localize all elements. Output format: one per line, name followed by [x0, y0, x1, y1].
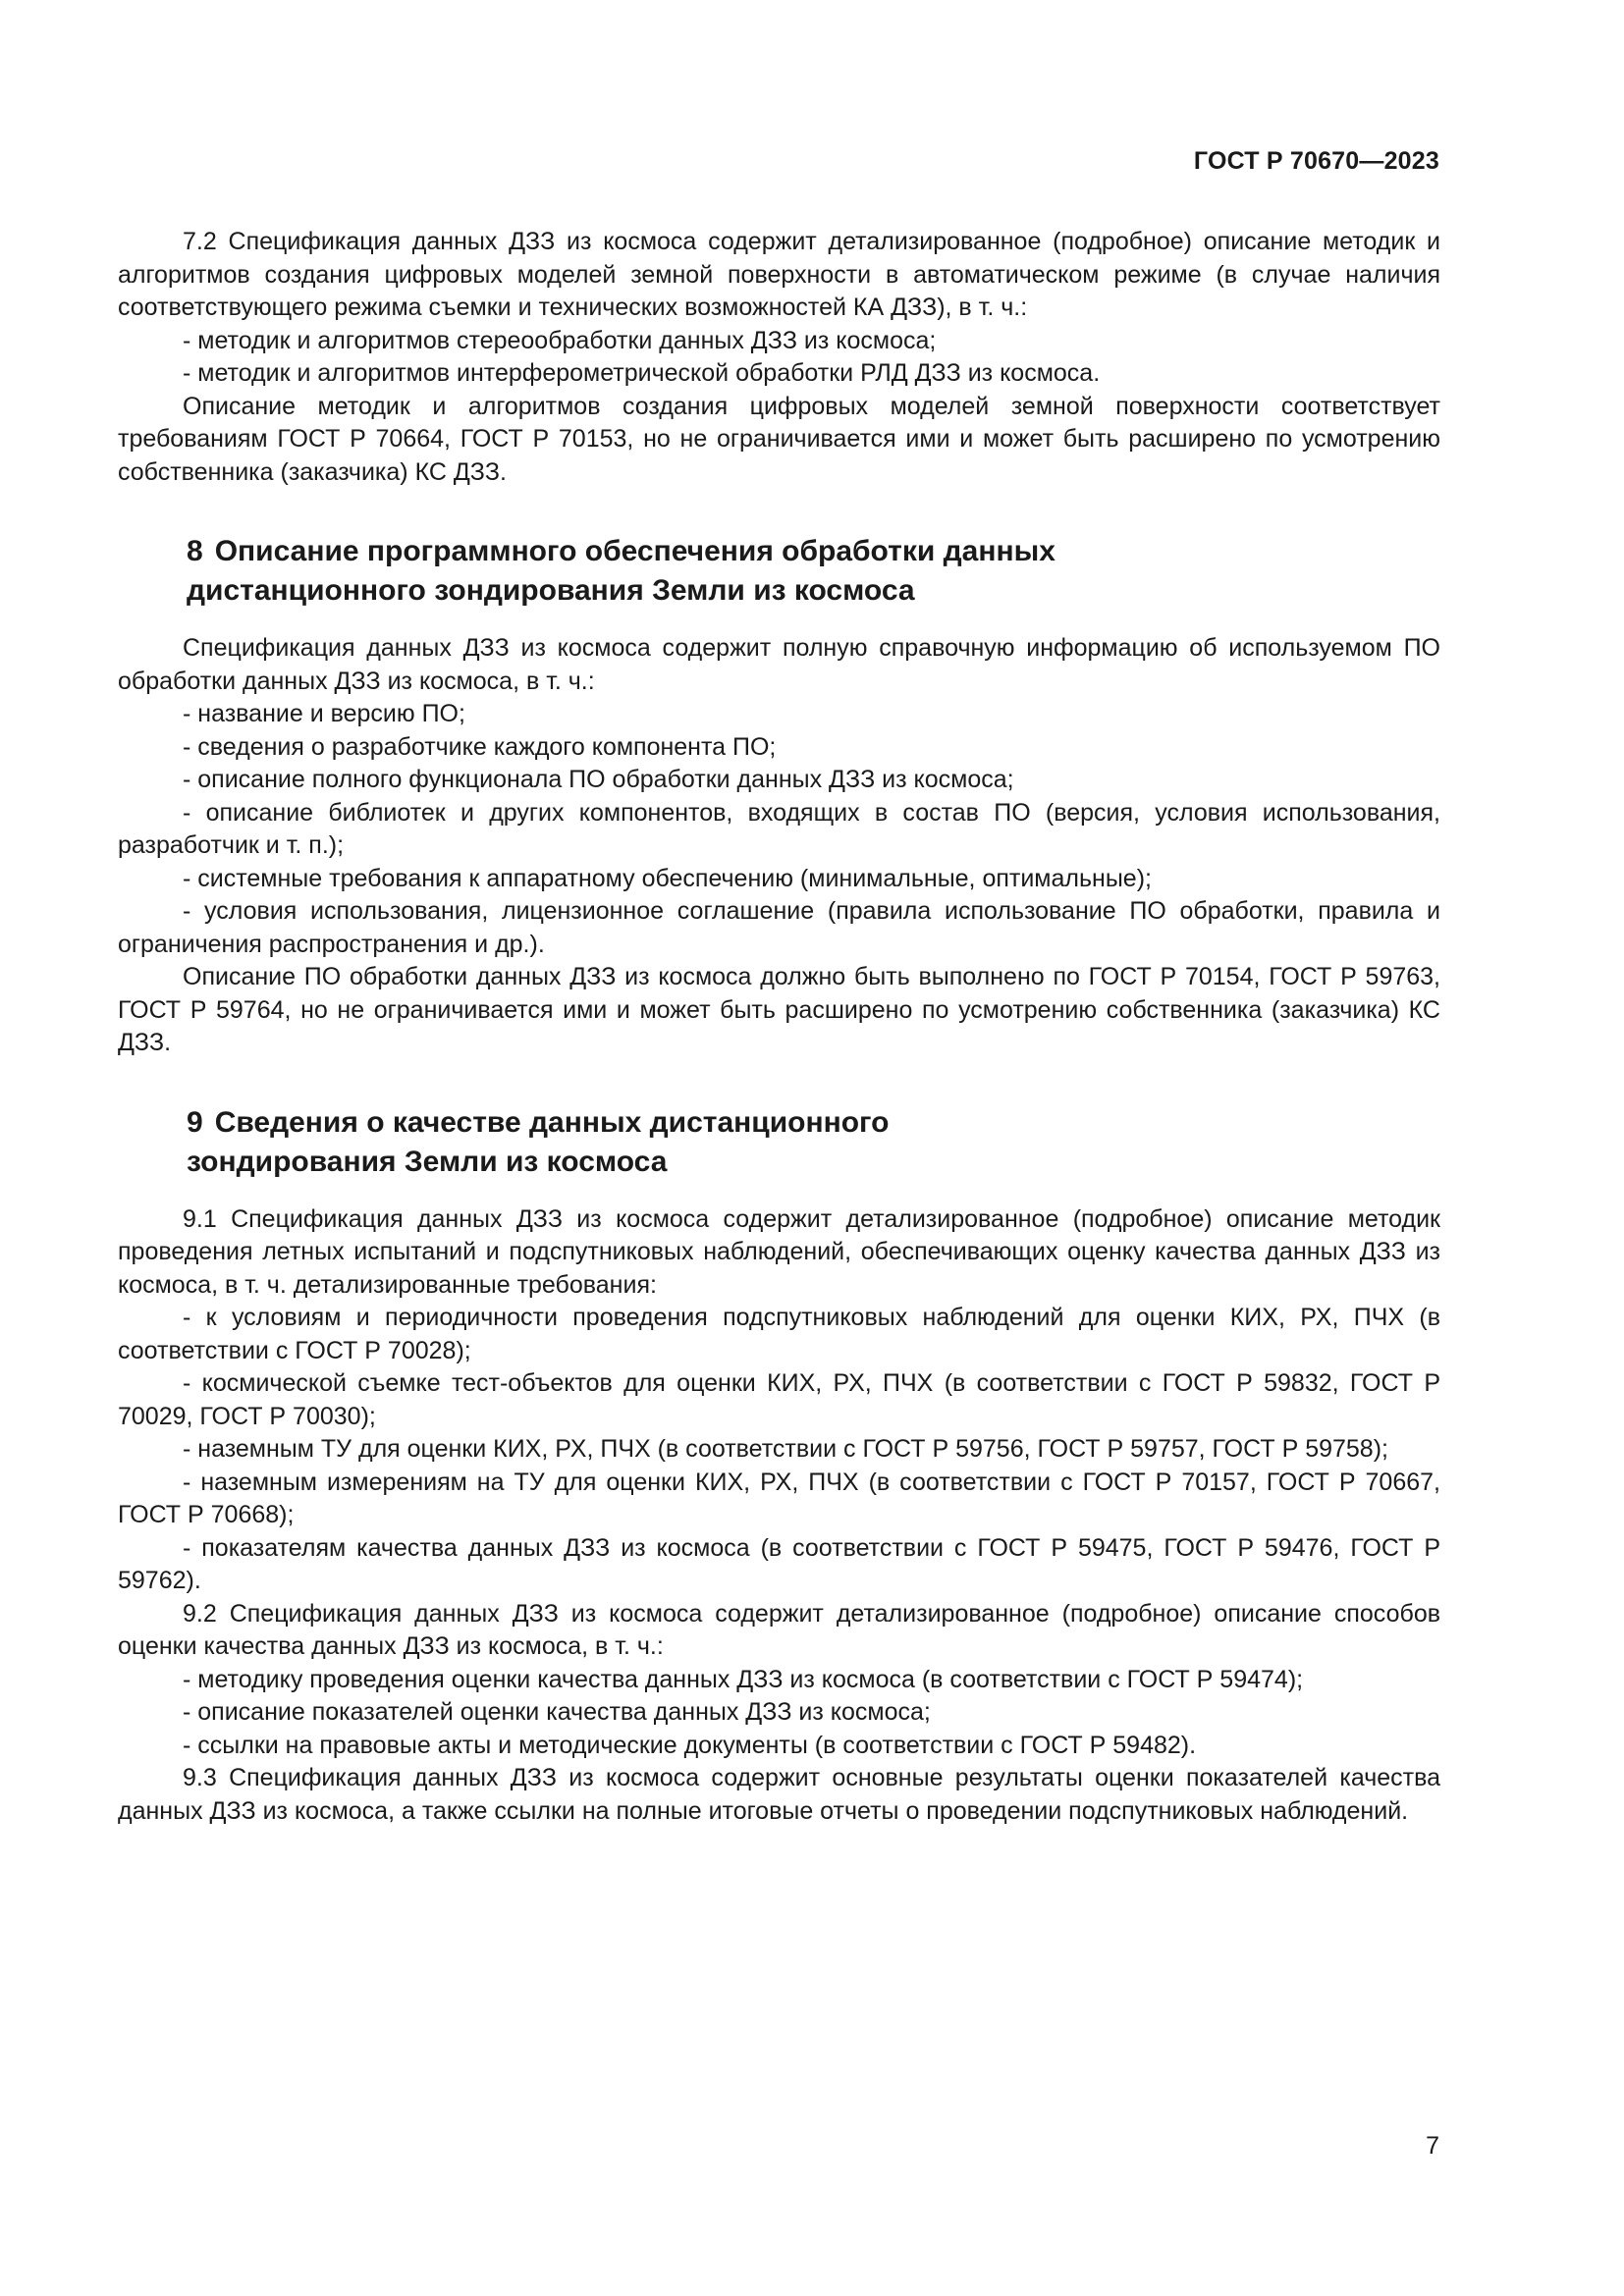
- page-content: [118, 226, 1440, 1828]
- paragraph: Спецификация данных ДЗЗ из космоса содержит полную справочную информацию об используемом ПО обработки данных ДЗЗ из космоса, в т. ч.:: [118, 634, 1440, 695]
- section-9-heading: [118, 1103, 1440, 1182]
- list-item: - наземным измерениям на ТУ для оценки КИХ, РХ, ПЧХ (в соответствии с ГОСТ Р 70157, ГОСТ Р 70667, ГОСТ Р 70668);: [118, 1468, 1440, 1528]
- paragraph-9-1: 9.1 Спецификация данных ДЗЗ из космоса содержит детализированное (подробное) описание методик проведения летных испытаний и подспутниковых наблюдений, обеспечивающих оценку качества данных ДЗЗ из космоса, в т. ч. детализированные требования:: [118, 1204, 1440, 1299]
- list-item: - методик и алгоритмов интерферометрической обработки РЛД ДЗЗ из космоса.: [183, 359, 1101, 387]
- list-item: - наземным ТУ для оценки КИХ, РХ, ПЧХ (в соответствии с ГОСТ Р 59756, ГОСТ Р 59757, ГОСТ Р 59758);: [183, 1435, 1388, 1463]
- list-item: - методик и алгоритмов стереообработки данных ДЗЗ из космоса;: [183, 326, 937, 354]
- list-item: - к условиям и периодичности проведения подспутниковых наблюдений для оценки КИХ, РХ, ПЧХ (в соответствии с ГОСТ Р 70028);: [118, 1304, 1440, 1364]
- list-item: - ссылки на правовые акты и методические документы (в соответствии с ГОСТ Р 59482).: [183, 1731, 1197, 1759]
- paragraph-7-2: 7.2 Спецификация данных ДЗЗ из космоса содержит детализированное (подробное) описание методик и алгоритмов создания цифровых моделей земной поверхности в автоматическом режиме (в случае наличия соответствующего режима съемки и технических возможностей КА ДЗЗ), в т. ч.:: [118, 228, 1440, 321]
- section-7-body: [118, 226, 1440, 489]
- list-item: - сведения о разработчике каждого компонента ПО;: [183, 732, 777, 761]
- section-8-title-line-1: Описание программного обеспечения обработки данных: [214, 535, 1056, 567]
- section-8-heading: [118, 532, 1440, 611]
- section-9-title-line-1: Сведения о качестве данных дистанционного: [214, 1105, 890, 1139]
- paragraph-9-2: 9.2 Спецификация данных ДЗЗ из космоса содержит детализированное (подробное) описание способов оценки качества данных ДЗЗ из космоса, в т. ч.:: [118, 1599, 1440, 1660]
- paragraph: Описание ПО обработки данных ДЗЗ из космоса должно быть выполнено по ГОСТ Р 70154, ГОСТ Р 59763, ГОСТ Р 59764, но не ограничивается ими и может быть расширено по усмотрению собственника (заказчика) КС ДЗЗ.: [118, 963, 1440, 1056]
- section-8-body: [118, 632, 1440, 1060]
- list-item: - методику проведения оценки качества данных ДЗЗ из космоса (в соответствии с ГОСТ Р 59474);: [183, 1665, 1304, 1693]
- list-item: - системные требования к аппаратному обеспечению (минимальные, оптимальные);: [183, 864, 1152, 892]
- list-item: - название и версию ПО;: [183, 700, 465, 727]
- section-9-title-line-2: зондирования Земли из космоса: [187, 1145, 668, 1178]
- list-item: - космической съемке тест-объектов для оценки КИХ, РХ, ПЧХ (в соответствии с ГОСТ Р 59832, ГОСТ Р 70029, ГОСТ Р 70030);: [118, 1369, 1440, 1430]
- list-item: - показателям качества данных ДЗЗ из космоса (в соответствии с ГОСТ Р 59475, ГОСТ Р 59476, ГОСТ Р 59762).: [118, 1533, 1440, 1594]
- section-9-body: [118, 1203, 1440, 1829]
- list-item: - описание библиотек и других компонентов, входящих в состав ПО (версия, условия использования, разработчик и т. п.);: [118, 798, 1440, 859]
- list-item: - описание полного функционала ПО обработки данных ДЗЗ из космоса;: [183, 766, 1014, 793]
- paragraph-9-3: 9.3 Спецификация данных ДЗЗ из космоса содержит основные результаты оценки показателей качества данных ДЗЗ из космоса, а также ссылки на полные итоговые отчеты о проведении подспутниковых наблюдений.: [118, 1764, 1440, 1825]
- list-item: - описание показателей оценки качества данных ДЗЗ из космоса;: [183, 1698, 931, 1726]
- section-9-number: 9: [187, 1105, 203, 1139]
- paragraph: Описание методик и алгоритмов создания цифровых моделей земной поверхности соответствует требованиям ГОСТ Р 70664, ГОСТ Р 70153, но не ограничивается ими и может быть расширено по усмотрению собственника (заказчика) КС ДЗЗ.: [118, 392, 1440, 486]
- section-8-title-line-2: дистанционного зондирования Земли из космоса: [187, 574, 915, 607]
- list-item: - условия использования, лицензионное соглашение (правила использование ПО обработки, правила и ограничения распространения и др.).: [118, 897, 1440, 958]
- page-number: 7: [1426, 2132, 1439, 2160]
- section-8-number: 8: [187, 535, 203, 567]
- document-code-header: ГОСТ Р 70670—2023: [1193, 147, 1439, 175]
